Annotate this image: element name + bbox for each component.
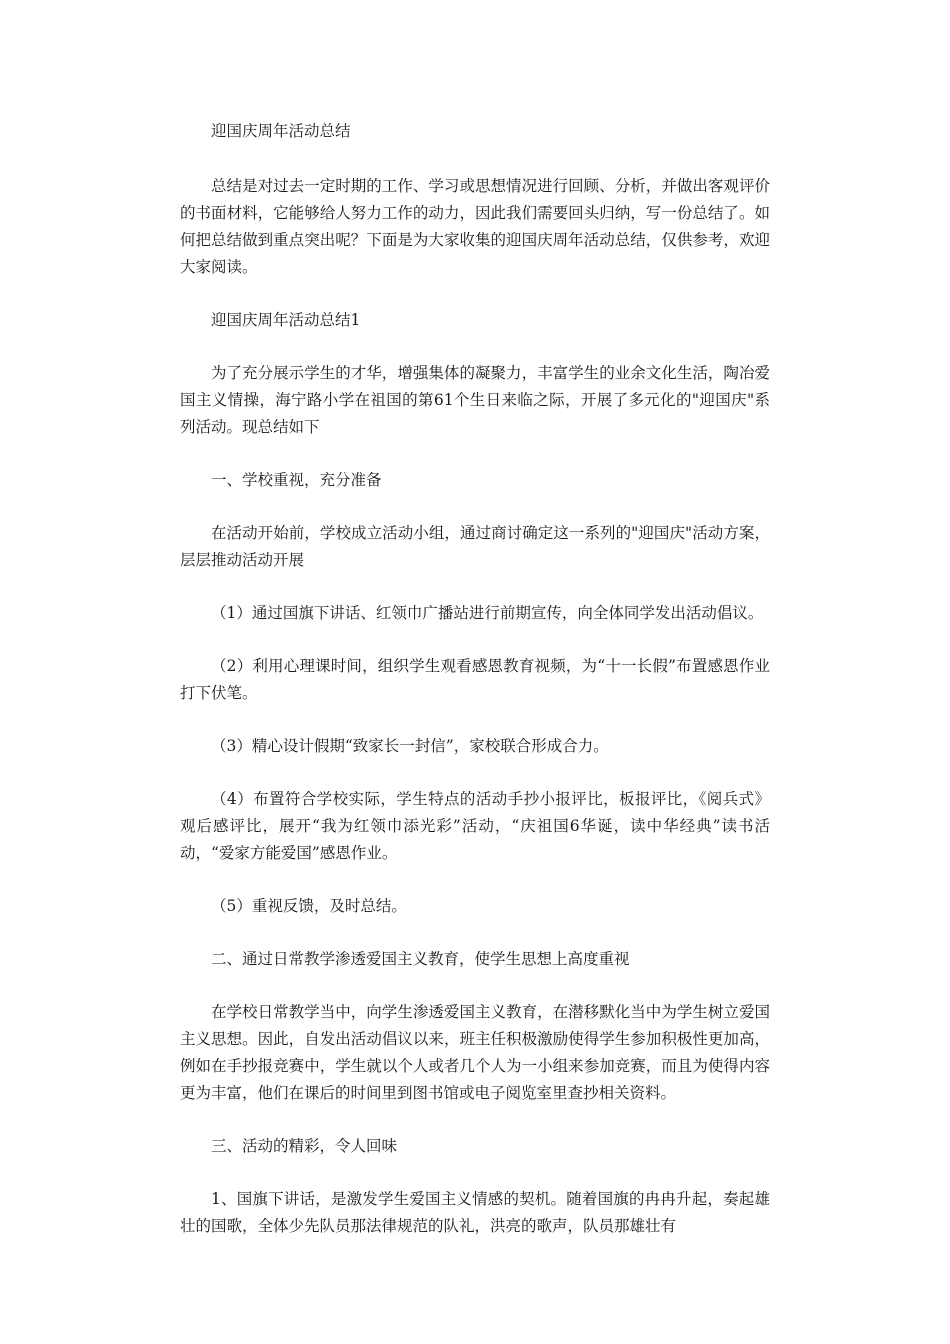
document-page (180, 118, 770, 1266)
heading-school-preparation: 一、学校重视，充分准备 (211, 471, 382, 489)
heading-daily-teaching: 二、通过日常教学渗透爱国主义教育，使学生思想上高度重视 (211, 950, 630, 968)
paragraph-activity-plan: 在活动开始前，学校成立活动小组，通过商讨确定这一系列的"迎国庆"活动方案，层层推动活动开展 (180, 524, 770, 569)
intro-paragraph: 总结是对过去一定时期的工作、学习或思想情况进行回顾、分析，并做出客观评价的书面材料，它能够给人努力工作的动力，因此我们需要回头归纳，写一份总结了。如何把总结做到重点突出呢？下面是为大家收集的迎国庆周年活动总结，仅供参考，欢迎大家阅读。 (180, 177, 770, 276)
list-item-2: （2）利用心理课时间，组织学生观看感恩教育视频，为“十一长假”布置感恩作业打下伏笔。 (180, 657, 770, 702)
section-title: 迎国庆周年活动总结1 (211, 311, 361, 329)
list-item-1: （1）通过国旗下讲话、红领巾广播站进行前期宣传，向全体同学发出活动倡议。 (211, 604, 764, 622)
heading-activity-highlights: 三、活动的精彩，令人回味 (211, 1137, 398, 1155)
paragraph-flag-speech: 1、国旗下讲话，是激发学生爱国主义情感的契机。随着国旗的冉冉升起，奏起雄壮的国歌，全体少先队员那法律规范的队礼，洪亮的歌声，队员那雄壮有 (180, 1190, 770, 1235)
document-title: 迎国庆周年活动总结 (211, 122, 351, 140)
paragraph-background: 为了充分展示学生的才华，增强集体的凝聚力，丰富学生的业余文化生活，陶冶爱国主义情操，海宁路小学在祖国的第61个生日来临之际，开展了多元化的"迎国庆"系列活动。现总结如下 (180, 364, 770, 436)
paragraph-daily-teaching: 在学校日常教学当中，向学生渗透爱国主义教育，在潜移默化当中为学生树立爱国主义思想。因此，自发出活动倡议以来，班主任积极激励使得学生参加积极性更加高，例如在手抄报竞赛中，学生就以个人或者几个人为一小组来参加竞赛，而且为使得内容更为丰富，他们在课后的时间里到图书馆或电子阅览室里查抄相关资料。 (180, 1003, 770, 1102)
list-item-5: （5）重视反馈，及时总结。 (211, 897, 407, 915)
list-item-4: （4）布置符合学校实际，学生特点的活动手抄小报评比，板报评比，《阅兵式》观后感评比，展开“我为红领巾添光彩”活动，“庆祖国6华诞，读中华经典”读书活动，“爱家方能爱国”感恩作业。 (180, 790, 770, 862)
list-item-3: （3）精心设计假期“致家长一封信”，家校联合形成合力。 (211, 737, 609, 755)
